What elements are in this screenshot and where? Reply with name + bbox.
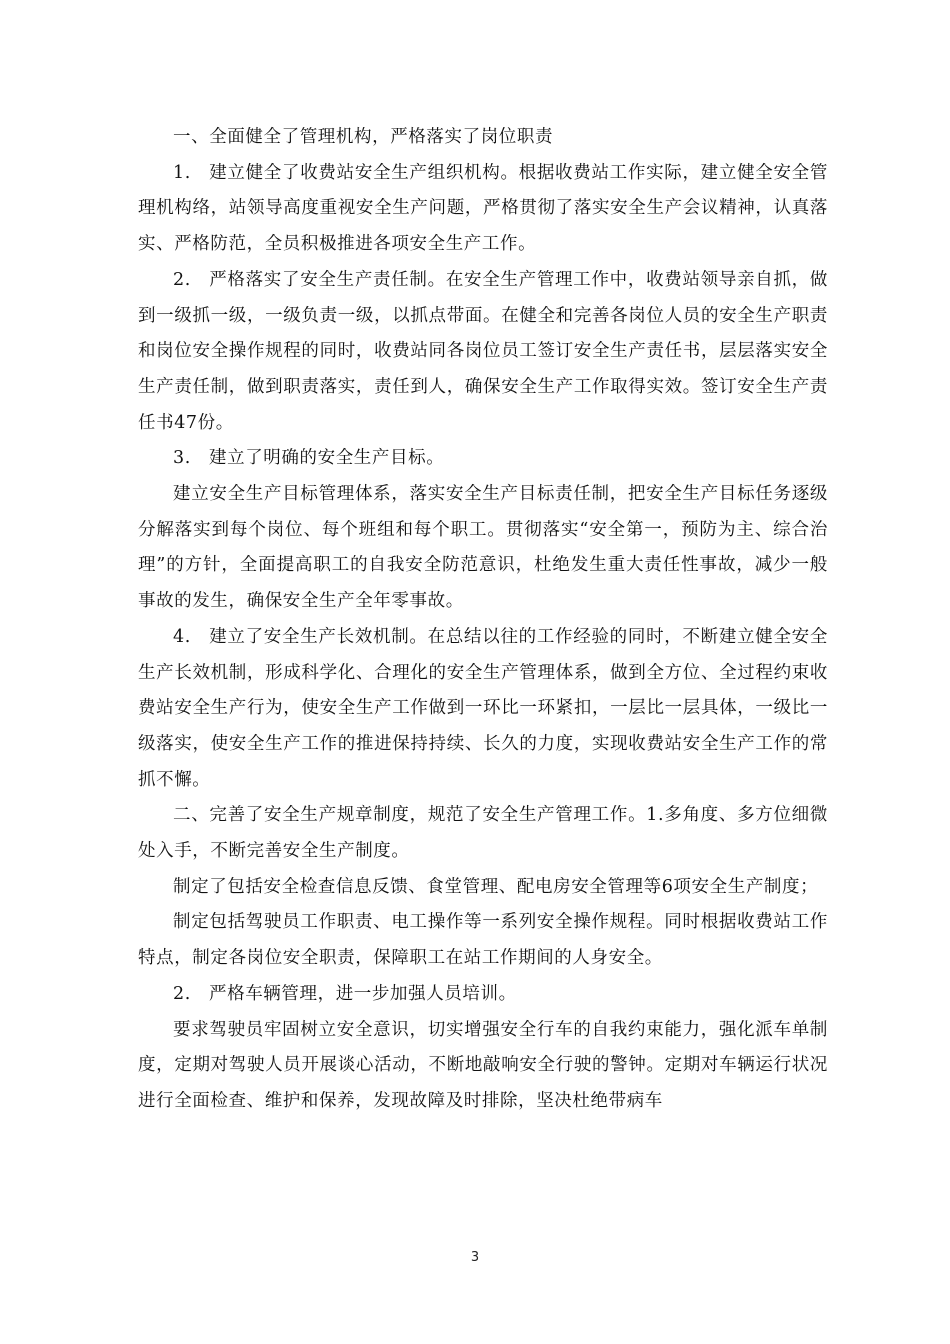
paragraph-vehicle-item-2: 2. 严格车辆管理，进一步加强人员培训。	[173, 983, 517, 1004]
paragraph-vehicle-detail: 要求驾驶员牢固树立安全意识，切实增强安全行车的自我约束能力，强化派车单制度，定期对驾驶人员开展谈心活动，不断地敲响安全行驶的警钟。定期对车辆运行状况进行全面检查、维护和保养，发现故障及时排除，坚决杜绝带病车	[138, 1019, 828, 1111]
document-body	[138, 120, 828, 1120]
paragraph-item-1: 1. 建立健全了收费站安全生产组织机构。根据收费站工作实际，建立健全安全管理机构络，站领导高度重视安全生产问题，严格贯彻了落实安全生产会议精神，认真落实、严格防范，全员积极推进各项安全生产工作。	[138, 162, 828, 255]
paragraph-item-4: 4. 建立了安全生产长效机制。在总结以往的工作经验的同时，不断建立健全安全生产长效机制，形成科学化、合理化的安全生产管理体系，做到全方位、全过程约束收费站安全生产行为，使安全生产工作做到一环比一环紧扣，一层比一层具体，一级比一级落实，使安全生产工作的推进保持持续、长久的力度，实现收费站安全生产工作的常抓不懈。	[138, 626, 828, 790]
paragraph-procedures: 制定包括驾驶员工作职责、电工操作等一系列安全操作规程。同时根据收费站工作特点，制定各岗位安全职责，保障职工在站工作期间的人身安全。	[138, 912, 828, 969]
page-number: 3	[470, 1250, 480, 1265]
paragraph-item-2: 2. 严格落实了安全生产责任制。在安全生产管理工作中，收费站领导亲自抓，做到一级抓一级，一级负责一级，以抓点带面。在健全和完善各岗位人员的安全生产职责和岗位安全操作规程的同时，收费站同各岗位员工签订安全生产责任书，层层落实安全生产责任制，做到职责落实，责任到人，确保安全生产工作取得实效。签订安全生产责任书47份。	[138, 269, 828, 433]
paragraph-item-3: 3. 建立了明确的安全生产目标。	[173, 448, 445, 469]
heading-section-2: 二、完善了安全生产规章制度，规范了安全生产管理工作。1.多角度、多方位细微处入手，不断完善安全生产制度。	[138, 805, 828, 862]
paragraph-item-3-detail: 建立安全生产目标管理体系，落实安全生产目标责任制，把安全生产目标任务逐级分解落实到每个岗位、每个班组和每个职工。贯彻落实“安全第一，预防为主、综合治理”的方针，全面提高职工的自我安全防范意识，杜绝发生重大责任性事故，减少一般事故的发生，确保安全生产全年零事故。	[138, 484, 828, 612]
paragraph-rules: 制定了包括安全检查信息反馈、食堂管理、配电房安全管理等6项安全生产制度；	[173, 876, 819, 897]
heading-section-1: 一、全面健全了管理机构，严格落实了岗位职责	[173, 127, 554, 147]
